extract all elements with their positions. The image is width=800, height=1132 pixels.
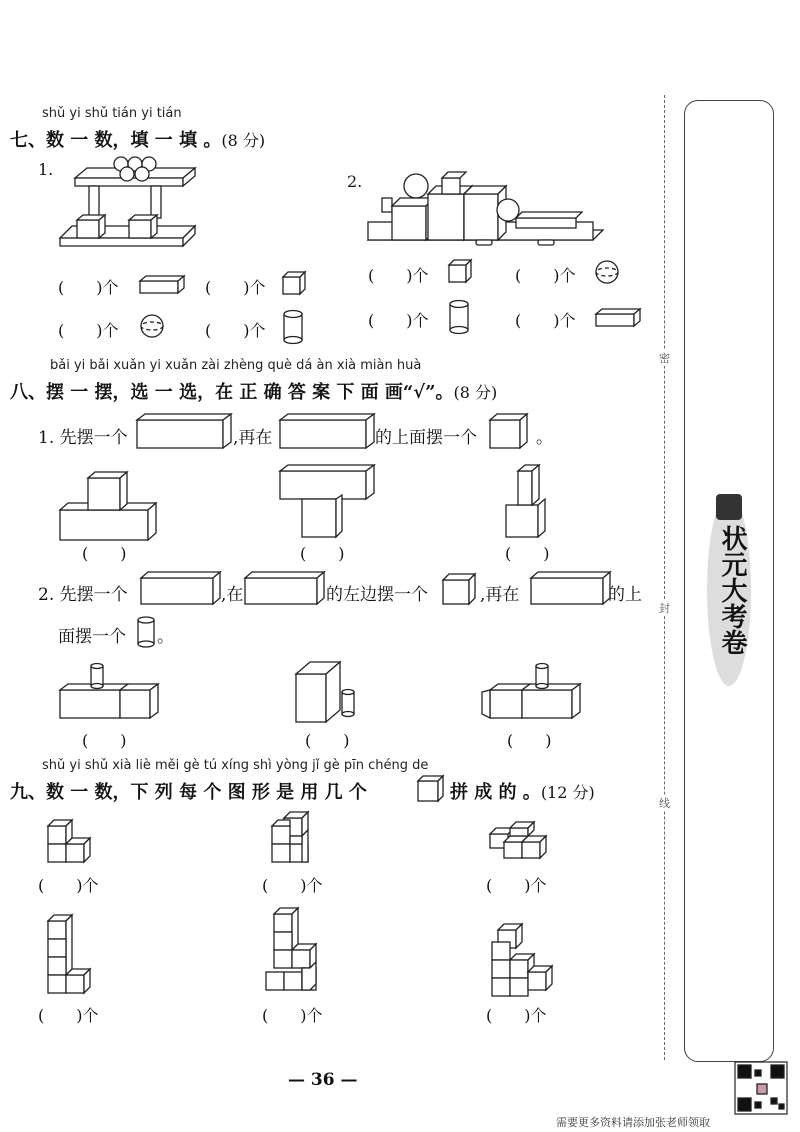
- s8-q2-option-c: [482, 660, 582, 720]
- s7-q1-blank-cuboid[interactable]: ( )个: [58, 278, 119, 297]
- s7-q1-figure: [55, 160, 200, 260]
- s8-q2-text2: ,在: [221, 585, 244, 605]
- s9-figure-6: [490, 922, 556, 998]
- cuboid-icon: [141, 572, 227, 606]
- s8-q1-text2: ,再在: [233, 428, 273, 448]
- s8-q2-option-a: [60, 660, 160, 720]
- s9-figure-4: [48, 913, 108, 998]
- s9-answer-2[interactable]: ( )个: [262, 876, 323, 895]
- s7-q2-label: 2.: [347, 172, 363, 191]
- s8-q2-label: 2. 先摆一个: [38, 585, 128, 605]
- s9-figure-2: [272, 812, 332, 868]
- sphere-icon: [595, 260, 619, 284]
- cuboid-icon: [245, 572, 331, 606]
- cube-icon: [418, 776, 446, 804]
- side-char-mi: 密: [659, 352, 670, 365]
- s8-q1-text3: 的上面摆一个: [375, 428, 477, 448]
- section9-title-end: 拼 成 的 。(12 分): [450, 782, 595, 803]
- cuboid-icon: [531, 572, 617, 606]
- cylinder-icon: [283, 310, 305, 344]
- s9-answer-1[interactable]: ( )个: [38, 876, 99, 895]
- s8-q2-answer-a[interactable]: ( ): [82, 731, 127, 750]
- cube-icon: [490, 414, 532, 450]
- cuboid-icon: [140, 276, 190, 294]
- section7-title: 七、数 一 数，填 一 填 。(8 分): [10, 130, 266, 151]
- s8-q1-label: 1. 先摆一个: [38, 428, 128, 448]
- s7-q2-blank-cylinder[interactable]: ( )个: [368, 311, 429, 330]
- section9-pinyin: shǔ yi shǔ xià liè měi gè tú xíng shì yòng jǐ gè pīn chéng de: [42, 758, 429, 773]
- s8-q2-text5: 的上: [608, 585, 642, 605]
- s8-q1-answer-b[interactable]: ( ): [300, 544, 345, 563]
- s8-q2-option-b: [296, 660, 366, 725]
- s7-q1-blank-sphere[interactable]: ( )个: [58, 321, 119, 340]
- cuboid-icon: [137, 414, 237, 450]
- s8-q1-option-c: [506, 465, 556, 540]
- binding-dashed-line: [664, 95, 665, 1060]
- cuboid-icon: [280, 414, 380, 450]
- sphere-icon: [140, 314, 164, 338]
- s8-q2-text4: ,再在: [480, 585, 520, 605]
- s9-answer-3[interactable]: ( )个: [486, 876, 547, 895]
- s8-q1-answer-a[interactable]: ( ): [82, 544, 127, 563]
- s7-q2-blank-cube[interactable]: ( )个: [368, 266, 429, 285]
- cube-icon: [283, 272, 307, 296]
- section7-pinyin: shǔ yi shǔ tián yi tián: [42, 106, 182, 121]
- s7-q2-blank-cuboid[interactable]: ( )个: [515, 311, 576, 330]
- s8-q2-text3: 的左边摆一个: [326, 585, 428, 605]
- s8-q1-answer-c[interactable]: ( ): [505, 544, 550, 563]
- s9-figure-1: [48, 818, 108, 868]
- s8-q2-answer-c[interactable]: ( ): [507, 731, 552, 750]
- section9-title: 九、数 一 数，下 列 每 个 图 形 是 用 几 个: [10, 782, 367, 803]
- brand-text: 状元大考卷: [717, 525, 747, 655]
- cube-icon: [443, 574, 479, 606]
- page-number: — 36 —: [288, 1070, 358, 1090]
- s9-answer-4[interactable]: ( )个: [38, 1006, 99, 1025]
- s9-answer-6[interactable]: ( )个: [486, 1006, 547, 1025]
- qr-code-icon: [735, 1062, 787, 1114]
- s7-q2-figure: [368, 168, 613, 248]
- side-char-xian: 线: [659, 797, 670, 810]
- side-char-feng: 封: [659, 602, 670, 615]
- footer-note: 需要更多资料请添加张老师领取: [556, 1116, 710, 1129]
- s8-q1-end: 。: [536, 428, 553, 448]
- s7-q2-blank-sphere[interactable]: ( )个: [515, 266, 576, 285]
- cuboid-icon: [596, 309, 646, 327]
- cylinder-icon: [137, 616, 159, 650]
- s9-figure-3: [490, 822, 560, 862]
- s9-figure-5: [266, 906, 332, 998]
- section8-title: 八、摆 一 摆，选 一 选，在 正 确 答 案 下 面 画“√”。(8 分): [10, 382, 498, 403]
- s8-q1-option-a: [60, 470, 160, 540]
- s9-answer-5[interactable]: ( )个: [262, 1006, 323, 1025]
- s7-q1-blank-cylinder[interactable]: ( )个: [205, 321, 266, 340]
- s8-q1-option-b: [280, 465, 380, 540]
- section8-pinyin: bǎi yi bǎi xuǎn yi xuǎn zài zhèng què dá àn xià miàn huà: [50, 358, 422, 373]
- cube-icon: [449, 260, 473, 284]
- s7-q1-label: 1.: [38, 160, 54, 179]
- s8-q2-line2: 面摆一个: [58, 627, 126, 647]
- cylinder-icon: [449, 300, 471, 334]
- s7-q1-blank-cube[interactable]: ( )个: [205, 278, 266, 297]
- s8-q2-answer-b[interactable]: ( ): [305, 731, 350, 750]
- s8-q2-end: 。: [157, 627, 174, 647]
